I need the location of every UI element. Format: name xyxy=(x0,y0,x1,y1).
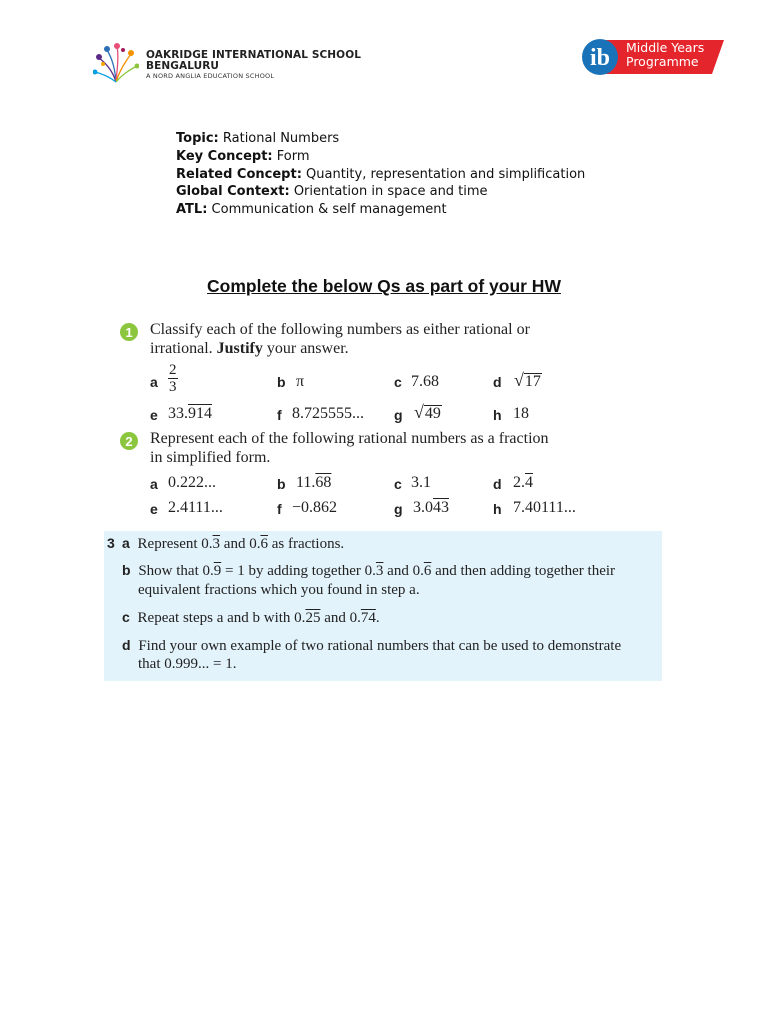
school-logo xyxy=(93,42,139,86)
q1-item-g-sqrt: √ 49 xyxy=(414,402,441,422)
q2-label-g: g xyxy=(394,501,403,517)
q1-item-c: 7.68 xyxy=(411,373,439,390)
q2-instruction-line1: Represent each of the following rational numbers as a fraction xyxy=(150,430,549,447)
q2-item-f: −0.862 xyxy=(292,499,338,516)
meta-global-context: Global Context: Orientation in space and time xyxy=(176,184,488,199)
q1-label-h: h xyxy=(493,407,502,423)
q3-part-c: c Repeat steps a and b with 0.25 and 0.74. xyxy=(122,609,380,626)
q3-part-a: a Represent 0.3 and 0.6 as fractions. xyxy=(122,535,345,552)
q1-label-d: d xyxy=(493,374,502,390)
q3-part-d-line1: d Find your own example of two rational numbers that can be used to demonstrate xyxy=(122,637,622,654)
ib-programme-text xyxy=(626,41,704,69)
q1-item-a-fraction: $\frac{2}{3}$ xyxy=(169,362,177,395)
q2-item-g: 3.043 xyxy=(413,499,449,516)
school-subtitle: A NORD ANGLIA EDUCATION SCHOOL xyxy=(146,72,275,80)
q1-item-f: 8.725555... xyxy=(292,405,364,422)
q1-label-b: b xyxy=(277,374,286,390)
q2-item-h: 7.40111... xyxy=(513,499,576,516)
meta-key-concept: Key Concept: Form xyxy=(176,149,310,164)
school-name-line2: BENGALURU xyxy=(146,60,220,72)
q2-label-d: d xyxy=(493,476,502,492)
q3-part-d-line2: that 0.999... = 1. xyxy=(138,656,237,672)
meta-topic: Topic: Rational Numbers xyxy=(176,131,340,146)
meta-atl: ATL: Communication & self management xyxy=(176,202,447,217)
q2-label-f: f xyxy=(277,501,282,517)
q2-item-a: 0.222... xyxy=(168,474,216,491)
q1-item-b: π xyxy=(296,373,305,390)
school-name-line1: OAKRIDGE INTERNATIONAL SCHOOL xyxy=(146,49,362,61)
q2-label-h: h xyxy=(493,501,502,517)
q2-instruction-line2: in simplified form. xyxy=(150,449,271,466)
q2-item-c: 3.1 xyxy=(411,474,431,491)
ib-line1: Middle Years xyxy=(626,40,705,55)
school-name xyxy=(146,50,361,72)
homework-heading: Complete the below Qs as part of your HW xyxy=(207,276,561,296)
question-3-number: 3 xyxy=(107,535,115,551)
q2-item-b: 11.68 xyxy=(296,474,332,491)
q3-part-b-line1: b Show that 0.9 = 1 by adding together 0.3 and 0.6 and then adding together their xyxy=(122,562,616,579)
q1-instruction-line1: Classify each of the following numbers as either rational or xyxy=(150,321,530,338)
question-2-number: 2 xyxy=(120,432,138,450)
q1-item-e: 33.914 xyxy=(168,405,212,422)
q1-item-d-sqrt: √ 17 xyxy=(514,370,541,390)
q2-label-b: b xyxy=(277,476,286,492)
q1-label-a: a xyxy=(150,374,158,390)
q2-item-d: 2.4 xyxy=(513,474,533,491)
q3-part-b-line2: equivalent fractions which you found in step a. xyxy=(138,582,420,598)
q2-label-c: c xyxy=(394,476,402,492)
question-1-number: 1 xyxy=(120,323,138,341)
q1-item-h: 18 xyxy=(513,405,529,422)
q1-instruction-line2: irrational. Justify your answer. xyxy=(150,340,349,357)
meta-related-concept: Related Concept: Quantity, representation and simplification xyxy=(176,167,586,182)
q1-label-g: g xyxy=(394,407,403,423)
q2-label-e: e xyxy=(150,501,158,517)
q2-label-a: a xyxy=(150,476,158,492)
svg-text:ib: ib xyxy=(590,45,611,71)
ib-line2: Programme xyxy=(626,54,699,69)
q1-label-f: f xyxy=(277,407,282,423)
q2-item-e: 2.4111... xyxy=(168,499,223,516)
q1-label-c: c xyxy=(394,374,402,390)
q1-label-e: e xyxy=(150,407,158,423)
